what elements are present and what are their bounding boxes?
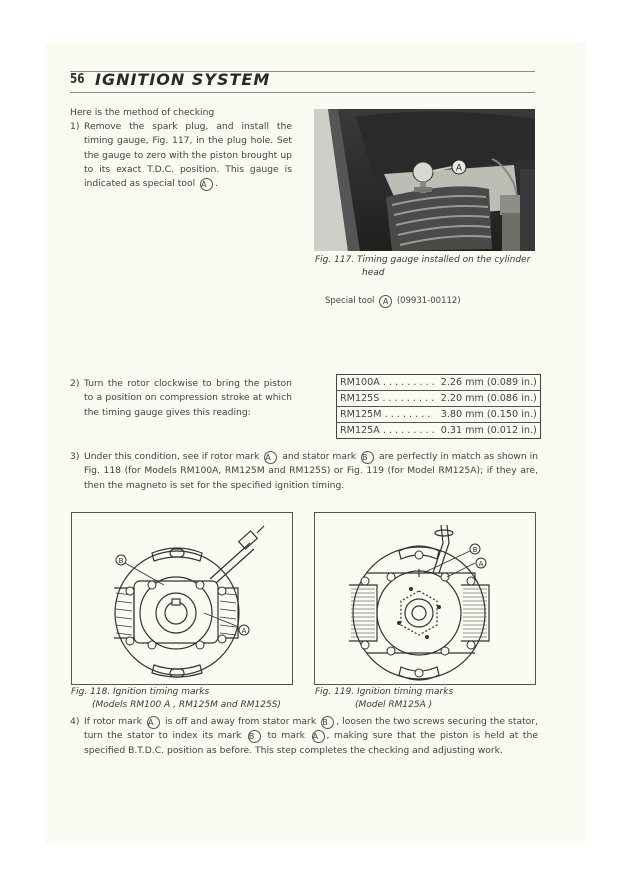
- mm-cell: 3.80 mm: [440, 409, 484, 420]
- model-cell: RM125M: [340, 409, 382, 420]
- step-text: are perfectly in match as shown in Fig. 118 (for Models RM100A, RM125M and RM125S) or Fig. 119 (for Model RM125A); if they are, then the magneto is set for the specified ignition timing.: [84, 451, 539, 491]
- photo-callout-a: A: [455, 163, 463, 174]
- step-text: Under this condition, see if rotor mark: [84, 451, 263, 462]
- page-number: 56: [70, 72, 85, 87]
- step-number: 3): [70, 451, 80, 462]
- fig-117-caption-line2: head: [362, 268, 385, 278]
- section-title: IGNITION SYSTEM: [95, 70, 271, 89]
- special-tool-note: [325, 294, 461, 308]
- table-row: [337, 407, 541, 423]
- callout-a: A: [147, 716, 160, 729]
- step-2: [70, 377, 292, 420]
- model-cell: RM125S: [340, 393, 380, 404]
- step-number: 1): [70, 121, 80, 132]
- fig-118-caption-line2: (Models RM100 A , RM125M and RM125S): [92, 700, 281, 710]
- callout-b: B: [321, 716, 334, 729]
- fig-117-caption-line1: Fig. 117. Timing gauge installed on the cylinder: [315, 255, 531, 265]
- mm-cell: 2.20 mm: [440, 393, 484, 404]
- inch-cell: (0.012 in.): [486, 425, 537, 436]
- timing-gauge-photo: [314, 109, 535, 251]
- callout-a: A: [200, 178, 213, 191]
- fig-117-photo: [314, 109, 535, 251]
- leader-dots: . . . . . . . . .: [379, 393, 435, 404]
- step-3: [70, 450, 538, 493]
- inch-cell: (0.150 in.): [486, 409, 537, 420]
- leader-dots: . . . . . . . .: [381, 409, 431, 420]
- step-text: and stator mark: [279, 451, 360, 462]
- leader-dots: . . . . . . . . .: [379, 425, 435, 436]
- inch-cell: (0.086 in.): [486, 393, 537, 404]
- step-number: 4): [70, 716, 80, 727]
- table-row: [337, 423, 541, 439]
- fig-118-caption-line1: Fig. 118. Ignition timing marks: [71, 687, 210, 697]
- gauge-readings-table: [336, 374, 541, 439]
- step-text: , loosen the two screws securing the stator, turn the stator to index its mark: [84, 716, 538, 742]
- header-bottom-rule: [70, 92, 535, 93]
- step-text: .: [215, 178, 219, 190]
- special-tool-label: Special tool: [325, 296, 375, 306]
- magneto-diagram-rm125a: [315, 513, 535, 684]
- callout-a: A: [478, 560, 484, 568]
- inch-cell: (0.089 in.): [486, 377, 537, 388]
- mm-cell: 2.26 mm: [440, 377, 484, 388]
- callout-a: A: [264, 451, 277, 464]
- step-text: Turn the rotor clockwise to bring the piston to a position on compression stroke at which the timing gauge gives this reading:: [84, 378, 292, 418]
- callout-a: A: [312, 730, 325, 743]
- model-cell: RM100A: [340, 377, 380, 388]
- callout-b: B: [248, 730, 261, 743]
- table-row: [337, 375, 541, 391]
- callout-b: B: [361, 451, 374, 464]
- callout-b: B: [472, 546, 478, 554]
- model-cell: RM125A: [340, 425, 380, 436]
- step-text: If rotor mark: [84, 716, 145, 727]
- fig-119-caption-line1: Fig. 119. Ignition timing marks: [315, 687, 454, 697]
- intro-text: Here is the method of checking: [70, 107, 215, 118]
- step-text: to mark: [262, 730, 310, 742]
- mm-cell: 0.31 mm: [440, 425, 484, 436]
- fig-119-caption-line2: (Model RM125A ): [355, 700, 433, 710]
- step-number: 2): [70, 378, 80, 389]
- step-text: is off and away from stator mark: [161, 716, 320, 727]
- step-4: [70, 715, 538, 758]
- table-row: [337, 391, 541, 407]
- special-tool-mark: A: [379, 295, 392, 308]
- fig-118-diagram: [71, 512, 293, 685]
- step-text: , making sure that the piston is held at the specified B.T.D.C. position as before. This step completes the checking and adjusting work.: [84, 730, 538, 756]
- fig-119-diagram: [314, 512, 536, 685]
- step-1: [70, 120, 292, 191]
- magneto-diagram-rm100a: [72, 513, 292, 684]
- callout-a: A: [241, 627, 247, 635]
- special-tool-number: (09931-00112): [396, 296, 461, 306]
- leader-dots: . . . . . . . . .: [379, 377, 435, 388]
- callout-b: B: [118, 557, 124, 565]
- step-text: Remove the spark plug, and install the timing gauge, Fig. 117, in the plug hole. Set the gauge to zero with the piston brought up to its exact T.D.C. position. This gauge is indicated as special tool: [84, 121, 292, 190]
